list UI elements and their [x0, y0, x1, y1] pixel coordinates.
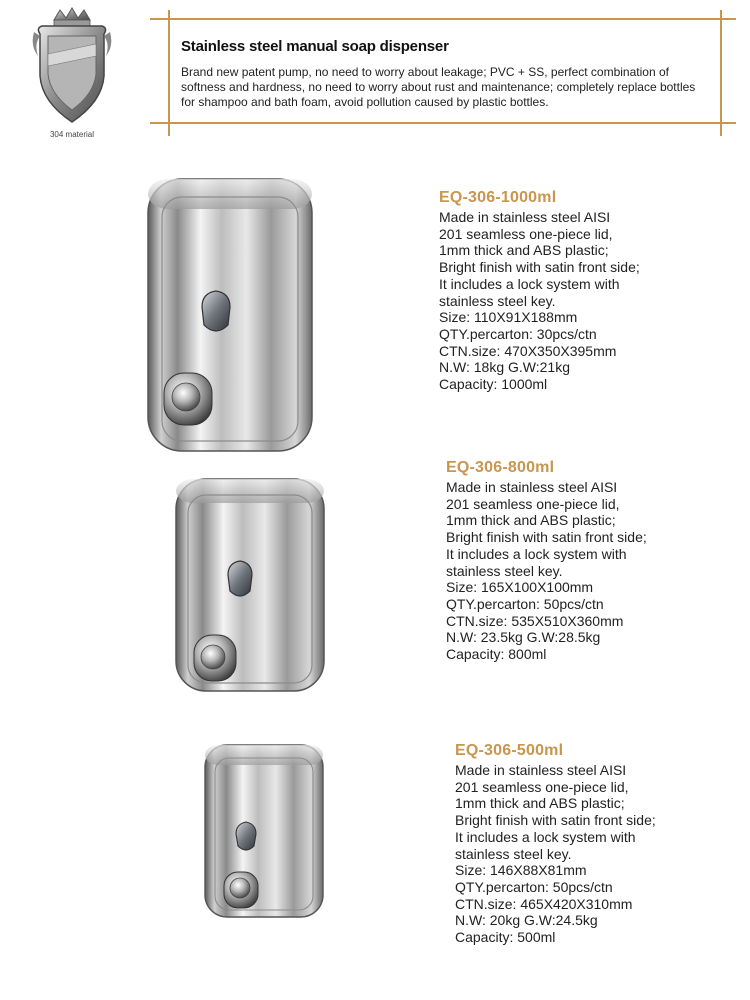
spec-ctn: CTN.size: 470X350X395mm: [439, 342, 617, 359]
spec-capacity: Capacity: 1000ml: [439, 376, 548, 393]
spec-line: stainless steel key.: [446, 562, 563, 579]
spec-line: 201 seamless one-piece lid,: [446, 495, 620, 512]
spec-capacity: Capacity: 500ml: [455, 929, 556, 946]
product-spec-1000ml: [439, 188, 640, 393]
spec-weight: N.W: 23.5kg G.W:28.5kg: [446, 629, 601, 646]
spec-line: stainless steel key.: [455, 845, 572, 862]
spec-line: 1mm thick and ABS plastic;: [446, 512, 616, 529]
spec-line: Bright finish with satin front side;: [455, 812, 656, 829]
spec-line: 201 seamless one-piece lid,: [439, 225, 613, 242]
header-description: Brand new patent pump, no need to worry about leakage; PVC + SS, perfect combination of softness and hardness, no need to worry about rust and maintenance; completely replace bottles for shampoo and bath foam, avoid pollution caused by plastic bottles.: [181, 65, 696, 109]
spec-size: Size: 110X91X188mm: [439, 309, 578, 326]
spec-line: It includes a lock system with: [455, 828, 636, 845]
product-model: EQ-306-800ml: [446, 459, 555, 476]
spec-line: stainless steel key.: [439, 292, 556, 309]
spec-size: Size: 146X88X81mm: [455, 862, 587, 879]
spec-line: Made in stainless steel AISI: [439, 209, 611, 225]
badge-caption: 304 material: [49, 130, 95, 139]
product-image-800ml: [170, 475, 330, 695]
spec-capacity: Capacity: 800ml: [446, 646, 547, 663]
spec-line: Bright finish with satin front side;: [446, 529, 647, 546]
spec-qty: QTY.percarton: 50pcs/ctn: [446, 595, 604, 612]
page-title: Stainless steel manual soap dispenser: [181, 38, 449, 55]
spec-line: Made in stainless steel AISI: [455, 762, 627, 778]
spec-weight: N.W: 18kg G.W:21kg: [439, 359, 570, 376]
product-spec-800ml: [446, 458, 647, 663]
spec-ctn: CTN.size: 465X420X310mm: [455, 895, 633, 912]
spec-line: It includes a lock system with: [446, 545, 627, 562]
spec-qty: QTY.percarton: 30pcs/ctn: [439, 325, 597, 342]
product-model: EQ-306-500ml: [455, 742, 564, 759]
spec-line: 1mm thick and ABS plastic;: [439, 242, 609, 259]
spec-line: Bright finish with satin front side;: [439, 259, 640, 276]
spec-line: Made in stainless steel AISI: [446, 479, 618, 495]
spec-line: It includes a lock system with: [439, 275, 620, 292]
material-badge: [24, 6, 120, 142]
spec-weight: N.W: 20kg G.W:24.5kg: [455, 912, 598, 929]
spec-line: 201 seamless one-piece lid,: [455, 778, 629, 795]
spec-qty: QTY.percarton: 50pcs/ctn: [455, 878, 613, 895]
product-spec-500ml: [455, 741, 656, 946]
product-model: EQ-306-1000ml: [439, 189, 557, 206]
product-image-500ml: [200, 742, 328, 920]
crest-icon: [32, 6, 112, 128]
spec-line: 1mm thick and ABS plastic;: [455, 795, 625, 812]
spec-size: Size: 165X100X100mm: [446, 579, 594, 596]
spec-ctn: CTN.size: 535X510X360mm: [446, 612, 624, 629]
product-image-1000ml: [140, 175, 320, 455]
